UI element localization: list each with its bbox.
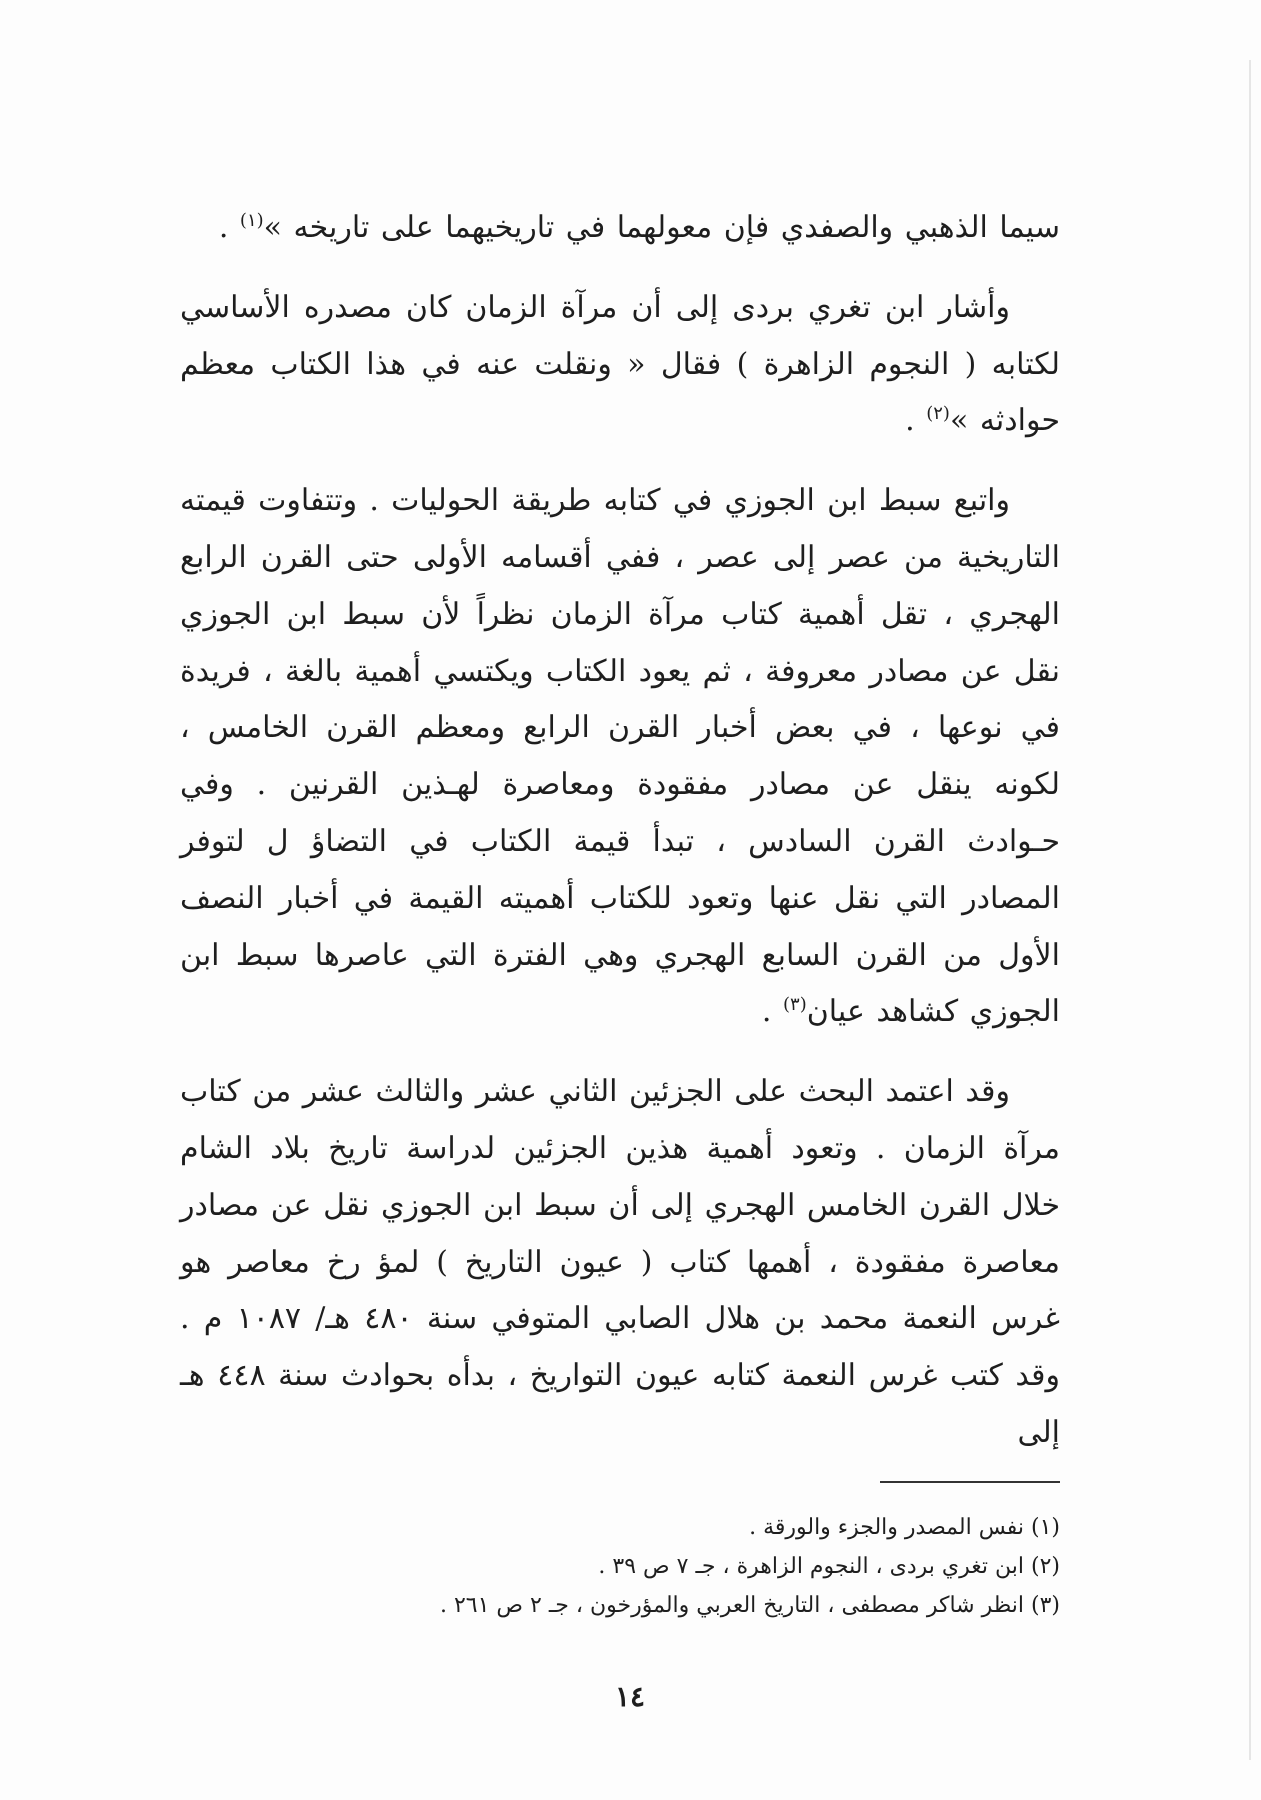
footnote-ref-3: (٣) (783, 994, 807, 1016)
paragraph-2 (180, 280, 1060, 450)
footnotes (180, 1508, 1060, 1625)
footnote-ref-1: (١) (239, 210, 264, 231)
paragraph-1-tail: . (218, 210, 240, 245)
paragraph-4-text: وقد اعتمد البحث على الجزئين الثاني عشر والثالث عشر من كتاب مرآة الزمان . وتعود أهمية هذين الجزئين لدراسة تاريخ بلاد الشام خلال القرن الخامس الهجري إلى أن سبط ابن الجوزي نقل عن مصادر معاصرة مفقودة ، أهمها كتاب ( عيون التاريخ ) لمؤ رخ معاصر هو غرس النعمة محمد بن هلال الصابي المتوفي سنة ٤٨٠ هـ/ ١٠٨٧ م . وقد كتب غرس النعمة كتابه عيون التواريخ ، بدأه بحوادث سنة ٤٤٨ هـ إلى (180, 1074, 1060, 1450)
paragraph-3-text: واتبع سبط ابن الجوزي في كتابه طريقة الحوليات . وتتفاوت قيمته التاريخية من عصر إلى عصر ، ففي أقسامه الأولى حتى القرن الرابع الهجري ، تقل أهمية كتاب مرآة الزمان نظراً لأن سبط ابن الجوزي نقل عن مصادر معروفة ، ثم يعود الكتاب ويكتسي أهمية بالغة ، فريدة في نوعها ، في بعض أخبار القرن الرابع ومعظم القرن الخامس ، لكونه ينقل عن مصادر مفقودة ومعاصرة لهـذين القرنين . وفي حـوادث القرن السادس ، تبدأ قيمة الكتاب في التضاؤ ل لتوفر المصادر التي نقل عنها وتعود للكتاب أهميته القيمة في أخبار النصف الأول من القرن السابع الهجري وهي الفترة التي عاصرها سبط ابن الجوزي كشاهد عيان (180, 483, 1060, 1030)
paragraph-3 (180, 473, 1060, 1041)
footnote-1: (١) نفس المصدر والجزء والورقة . (749, 1515, 1060, 1540)
page-number: ١٤ (614, 1680, 646, 1713)
footnote-ref-2: (٢) (926, 403, 950, 425)
page-edge-shadow (1249, 60, 1251, 1760)
paragraph-4 (180, 1064, 1060, 1462)
paragraph-1-text: سيما الذهبي والصفدي فإن معولهما في تاريخيهما على تاريخه » (263, 210, 1060, 245)
paragraph-2-tail: . (905, 403, 927, 439)
footnote-3: (٣) انظر شاكر مصطفى ، التاريخ العربي والمؤرخون ، جـ ٢ ص ٢٦١ . (439, 1593, 1060, 1618)
footnote-2: (٢) ابن تغري بردى ، النجوم الزاهرة ، جـ ٧ ص ٣٩ . (598, 1554, 1060, 1579)
paragraph-2-text: وأشار ابن تغري بردى إلى أن مرآة الزمان كان مصدره الأساسي لكتابه ( النجوم الزاهرة ) فقال « ونقلت عنه في هذا الكتاب معظم حوادثه » (180, 289, 1060, 439)
footnote-divider (880, 1481, 1060, 1483)
paragraph-3-tail: . (761, 994, 783, 1030)
paragraph-1 (180, 200, 1060, 257)
body-text (180, 200, 1060, 1462)
